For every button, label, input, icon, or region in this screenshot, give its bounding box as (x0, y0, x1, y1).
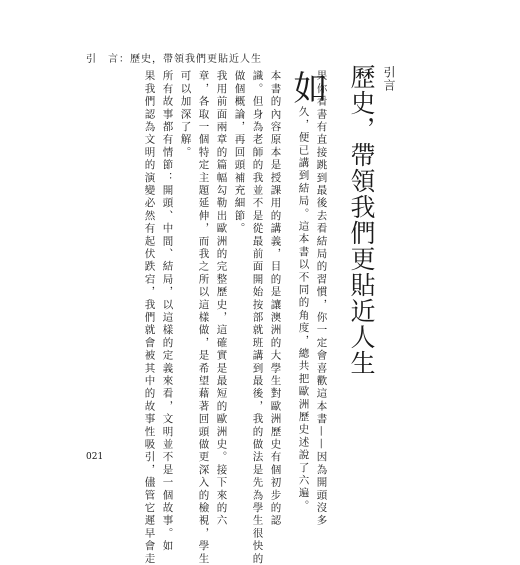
text-column-7: 章，各取一個特定主題延伸，而我之所以這樣做，是希望藉著回頭做更深入的檢視，學生 (197, 70, 210, 565)
text-column-4: 識。但身為老師的我並不是從最前面開始按部就班講到最後，我的做法是先為學生很快的 (251, 70, 264, 565)
text-column-9: 所有故事都有情節：開頭、中間、結局，以這樣的定義來看，文明並不是一個故事。如 (161, 70, 174, 553)
text-column-1: 果你看書有直接跳到最後去看結局的習慣，你一定會喜歡這本書——因為開頭沒多 (315, 70, 328, 528)
text-column-6: 我用前面兩章的篇幅勾勒出歐洲的完整歷史，這確實是最短的歐洲史。接下來的六 (215, 70, 228, 528)
drop-cap: 如 (287, 70, 327, 104)
section-label: 引言 (382, 66, 396, 92)
text-column-3: 本書的內容原本是授課用的講義，目的是讓澳洲的大學生對歐洲歷史有個初步的認 (269, 70, 282, 528)
page-number: 021 (86, 452, 104, 462)
running-header: 引 言：歷史，帶領我們更貼近人生 (86, 54, 262, 65)
chapter-title: 歷史，帶領我們更貼近人生 (347, 64, 376, 376)
text-column-2: 久，便已講到結局。這本書以不同的角度，總共把歐洲歷史述說了六遍。 (297, 106, 310, 513)
text-column-5: 做個概論，再回頭補充細節。 (233, 70, 246, 236)
text-column-10: 果我們認為文明的演變必然有起伏跌宕，我們就會被其中的故事性吸引，儘管它遲早會走 (143, 70, 156, 565)
text-column-8: 可以加深了解。 (179, 70, 192, 159)
